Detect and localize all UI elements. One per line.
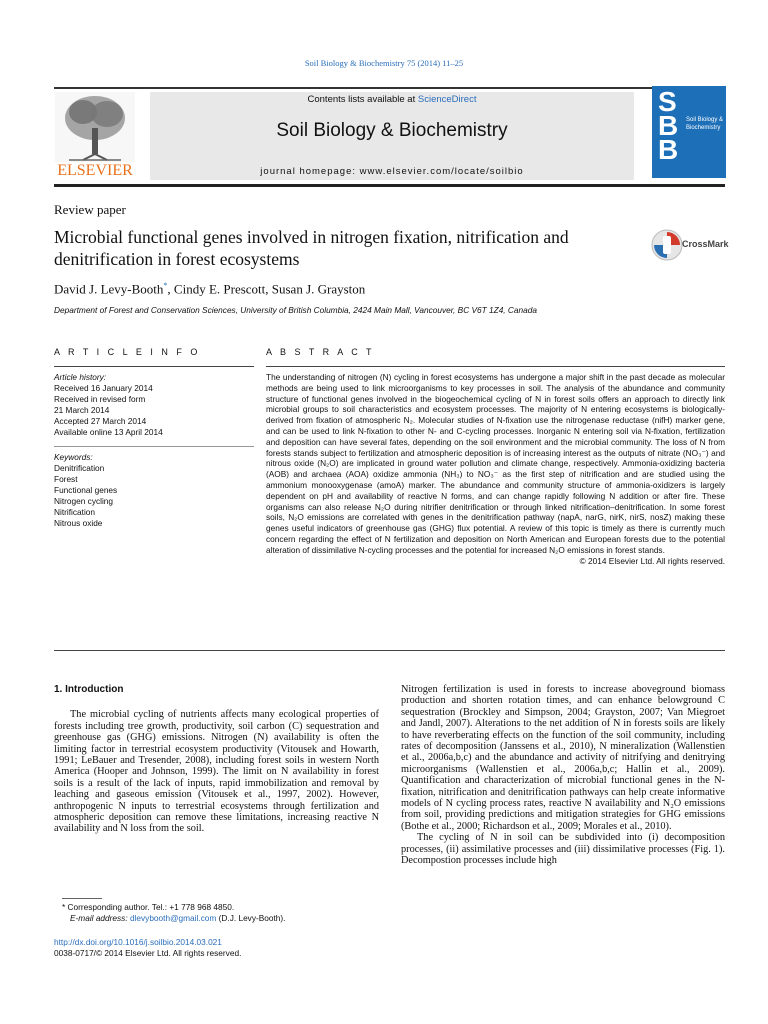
keyword: Denitrification	[54, 463, 105, 473]
corresponding-note	[62, 902, 382, 913]
contents-prefix: Contents lists available at	[307, 94, 418, 105]
homepage-link[interactable]: www.elsevier.com/locate/soilbio	[359, 166, 524, 177]
cover-title: Soil Biology & Biochemistry	[686, 117, 724, 131]
section-heading-introduction: 1. Introduction	[54, 684, 124, 695]
keywords	[54, 452, 254, 529]
history-label: Article history:	[54, 372, 107, 382]
email-line	[62, 913, 382, 924]
keyword: Nitrogen cycling	[54, 496, 114, 506]
sciencedirect-link[interactable]: ScienceDirect	[417, 94, 477, 105]
author-others: , Cindy E. Prescott, Susan J. Grayston	[167, 281, 366, 297]
cover-letter-b2: B	[658, 134, 679, 165]
left-column	[54, 684, 379, 835]
homepage-prefix: journal homepage:	[260, 166, 360, 177]
abstract-body	[266, 372, 725, 566]
journal-citation[interactable]: Soil Biology & Biochemistry 75 (2014) 11–25	[304, 58, 464, 68]
info-top-rule-left	[54, 366, 254, 367]
crossmark-icon	[650, 228, 684, 262]
article-info-heading: A R T I C L E I N F O	[54, 347, 201, 357]
corresponding-text: Corresponding author. Tel.: +1 778 968 4850.	[65, 902, 235, 912]
affiliation: Department of Forest and Conservation Sciences, University of British Columbia, 2424 Main Mall, Vancouver, BC V6T 1Z4, Canada	[54, 305, 537, 315]
crossmark-badge[interactable]	[650, 228, 728, 262]
paper-type: Review paper	[54, 202, 126, 217]
article-title: Microbial functional genes involved in nitrogen fixation, nitrification and denitrification in forest ecosystems	[54, 227, 569, 269]
author-1[interactable]: David J. Levy-Booth	[54, 281, 164, 297]
journal-cover	[652, 86, 726, 178]
history-accepted: Accepted 27 March 2014	[54, 416, 147, 426]
article-history	[54, 372, 254, 438]
history-revised-date: 21 March 2014	[54, 405, 110, 415]
keyword: Nitrous oxide	[54, 518, 103, 528]
email-suffix: (D.J. Levy-Booth).	[216, 912, 286, 923]
keywords-rule	[54, 446, 254, 447]
publisher-name: ELSEVIER	[57, 162, 133, 179]
history-revised: Received in revised form	[54, 394, 146, 404]
right-column	[401, 684, 725, 867]
history-received: Received 16 January 2014	[54, 383, 153, 393]
email-label: E-mail address:	[70, 912, 130, 923]
footnote-rule	[62, 898, 102, 899]
journal-title: Soil Biology & Biochemistry	[276, 120, 508, 141]
contents-line	[150, 94, 634, 105]
author-list	[54, 281, 365, 297]
body-top-rule	[54, 650, 725, 651]
abstract-top-rule	[266, 366, 725, 367]
keyword: Forest	[54, 474, 78, 484]
keywords-label: Keywords:	[54, 452, 93, 462]
crossmark-label: CrossMark	[682, 239, 729, 249]
elsevier-logo	[55, 92, 135, 180]
keyword: Nitrification	[54, 507, 96, 517]
intro-paragraph-1: The microbial cycling of nutrients affects many ecological properties of forests including tree growth, productivity, soil carbon (C) sequestration and greenhouse gas (GHG) emissions. Nitrogen (N) availability is often the limiting factor in terrestrial ecosystem productivity (Vitousek and Howarth, 1991; LeBauer and Tresender, 2008), including forest soils in western North America (Hooper and Johnson, 1999). The limit on N availability in forest soils is a result of the lack of inputs, rapid immobilization and removal by leaching and gaseous emission (Vitousek et al., 1997, 2002). However, anthropogenic N inputs to terrestrial ecosystems through fertilization and atmospheric deposition can remove these limitations, increasing reactive N availability and N loss from the soil.	[54, 709, 379, 835]
intro-paragraph-3: The cycling of N in soil can be subdivided into (i) decomposition processes, (ii) assimilative processes and (iii) dissimilative processes (Fig. 1). Decompostion processes include high	[401, 832, 725, 867]
issn-copyright: 0038-0717/© 2014 Elsevier Ltd. All rights reserved.	[54, 947, 242, 958]
doi-link[interactable]: http://dx.doi.org/10.1016/j.soilbio.2014.03.021	[54, 937, 222, 947]
keyword: Functional genes	[54, 485, 118, 495]
header-bottom-rule	[54, 184, 725, 187]
cover-letter-b1: B	[658, 110, 679, 141]
abstract-copyright: © 2014 Elsevier Ltd. All rights reserved.	[579, 555, 725, 566]
publication-info	[54, 937, 384, 958]
footnote-star: *	[62, 902, 66, 912]
history-online: Available online 13 April 2014	[54, 427, 163, 437]
corresponding-author-mark[interactable]: *	[163, 281, 168, 290]
email-link[interactable]: dlevybooth@gmail.com	[129, 912, 217, 923]
cover-letter-s: S	[658, 86, 677, 117]
header-top-rule	[54, 87, 725, 89]
footnote	[62, 902, 382, 923]
intro-paragraph-2: Nitrogen fertilization is used in forests to increase aboveground biomass production and shorten rotation times, and can enhance belowground C sequestration (Brockley and Simpson, 2004; Grayston, 2007; Van Miegroet and Jandl, 2007). Alterations to the net addition of N in forests soils are likely to have reverberating effects on the function of the soil community, including rates of decomposition (Janssens et al., 2010), N mineralization (Wallenstien et al., 2006a,b,c) and the abundance and activity of nitrifying and denitrying microorganisms (Wallenstien et al., 2006a,b,c; Hallin et al., 2009). Quantification and characterization of microbial functional genes in the N-fixation, nitrification and denitrification pathways can help create informative models of N cycling process rates, reactive N availability and N₂O emissions from soil, providing predictions and mitigation strategies for GHG emissions (Bothe et al., 2000; Richardson et al., 2009; Morales et al., 2010).	[401, 684, 725, 832]
journal-homepage	[150, 166, 634, 177]
abstract-text: The understanding of nitrogen (N) cycling in forest ecosystems has undergone a major shift in the past decade as molecular methods are being used to link microorganisms to key processes in soil. The analysis of the abundance and community structure of functional genes involved in the biogeochemical cycling of N in forest soils offers an approach to directly link microbial groups to soil characteristics and ecosystem processes. The majority of N entering ecosystems is biologically-derived from fixation of atmospheric N₂. Molecular studies of N-fixation use the nitrogenase reductase (nifH) marker gene, and can be used to link N-fixation to other N- and C-cycling processes. Inorganic N entering soil via N-fixation, fertilization and deposition can have several fates, depending on the soil environment and the microbial community. The loss of N from forests stands subject to fertilization and atmospheric deposition is of increasing interest as the outputs of nitrate (NO₃⁻) and nitrous oxide (N₂O) are implicated in ground water pollution and climate change, respectively. Ammonia-oxidizing bacteria (AOB) and archaea (AOA) oxidize ammonia (NH₃) to NO₃⁻ as the first step of nitrification and are studied using the ammonium monooxygenase (amoA) marker. The abundance and community structure of ammonia-oxidizers is largely dependent on pH and availability of reactive N forms, and can change rapidly following N addition or after fire. These organisms can also release N₂O during nitrifier denitrification or through linked nitrification–denitrification. In some forest soils, N₂O emissions are correlated with genes in the denitrification pathway (napA, narG, nirK, nirS, nosZ) making these genes useful indicators of greenhouse gas (GHG) flux potential. A review of this topic is timely as there is currently much concern regarding the effect of N fertilization and deposition on North American and European forests due to the potential alteration of dissimilative N-cycling processes and the potential for increased N₂O emissions in forest stands.	[266, 372, 725, 555]
abstract-heading: A B S T R A C T	[266, 347, 375, 357]
